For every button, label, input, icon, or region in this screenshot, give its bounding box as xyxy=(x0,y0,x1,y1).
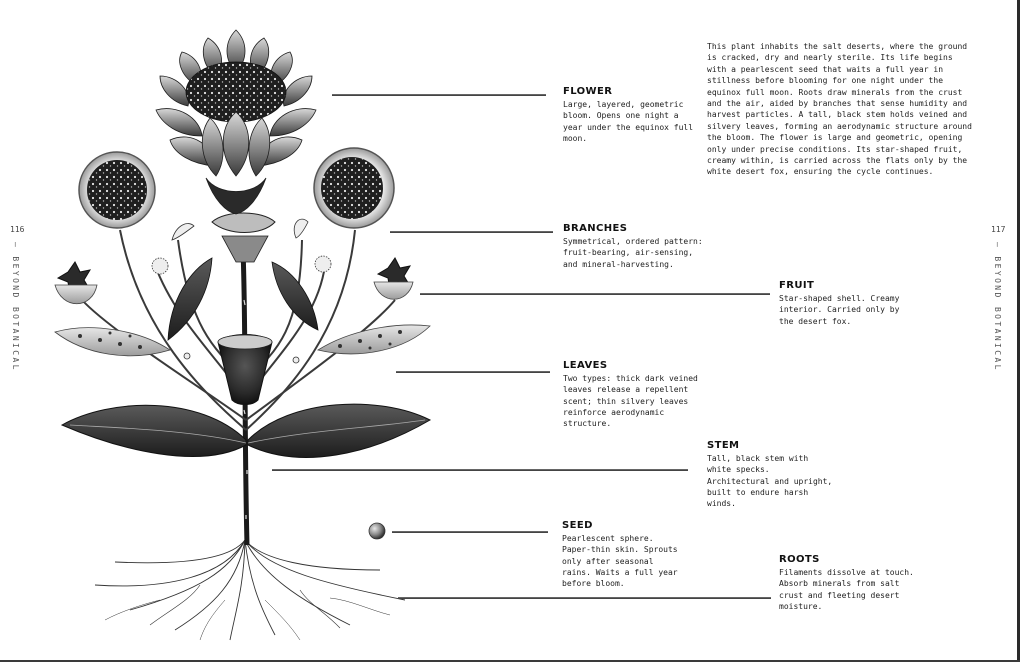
leaves-leader xyxy=(396,371,550,373)
flower-drawing xyxy=(156,30,316,214)
seed-title: SEED xyxy=(562,520,593,531)
roots-description: Filaments dissolve at touch. Absorb minerals from salt crust and fleeting desert moisture. xyxy=(779,568,914,611)
dark-leaf-right xyxy=(248,404,430,457)
leaves-title: LEAVES xyxy=(563,360,608,371)
running-head-left: — BEYOND BOTANICAL xyxy=(11,242,20,372)
stem-description: Tall, black stem with white specks. Architectural and upright, built to endure harsh winds. xyxy=(707,454,833,509)
roots-leader xyxy=(398,597,771,599)
flower-description: Large, layered, geometric bloom. Opens one night a year under the equinox full moon. xyxy=(563,100,694,143)
leaves-label xyxy=(563,360,698,429)
branches-leader xyxy=(390,231,553,233)
branches-label xyxy=(563,223,703,270)
branches-title: BRANCHES xyxy=(563,223,628,234)
fruit-pod-left xyxy=(79,152,155,228)
stem-leader xyxy=(272,469,688,471)
page-number-left: 116 xyxy=(10,225,25,234)
fruit-label xyxy=(779,280,904,327)
fruit-title: FRUIT xyxy=(779,280,815,291)
fruit-description: Star-shaped shell. Creamy interior. Carried only by the desert fox. xyxy=(779,294,900,326)
branches-description: Symmetrical, ordered pattern: fruit-bearing, air-sensing, and mineral-harvesting. xyxy=(563,237,703,269)
flower-label xyxy=(563,86,698,144)
star-fruit-right xyxy=(374,258,413,299)
leaves-description: Two types: thick dark veined leaves release a repellent scent; thin silvery leaves reinforce aerodynamic structure. xyxy=(563,374,698,429)
flower-leader xyxy=(332,94,546,96)
running-head-right: — BEYOND BOTANICAL xyxy=(993,242,1002,372)
dark-leaf-upper-right xyxy=(272,262,318,330)
page-number-right: 117 xyxy=(991,225,1006,234)
seed-description: Pearlescent sphere. Paper-thin skin. Sprouts only after seasonal rains. Waits a full year before bloom. xyxy=(562,534,678,589)
fruit-pod-right xyxy=(314,148,394,228)
seed-leader xyxy=(392,531,548,533)
stem-label xyxy=(707,440,837,509)
flower-title: FLOWER xyxy=(563,86,613,97)
silver-leaf-left xyxy=(55,328,170,356)
roots-drawing xyxy=(95,540,405,640)
intro-paragraph: This plant inhabits the salt deserts, where the ground is cracked, dry and nearly sterile. Its life begins with a pearlescent seed that waits a full year in stillness before blooming for one night under the equinox full moon. Roots draw minerals from the crust and the air, aided by branches that sense humidity and harvest particles. A tall, black stem holds veined and silvery leaves, forming an aerodynamic structure around the bloom. The flower is large and geometric, opening only under precise conditions. Its star-shaped fruit, creamy within, is carried across the flats only by the white desert fox, ensuring the cycle continues. xyxy=(707,42,972,177)
seed-drawing xyxy=(369,523,385,539)
fruit-leader xyxy=(420,293,770,295)
stem-title: STEM xyxy=(707,440,740,451)
roots-title: ROOTS xyxy=(779,554,820,565)
roots-label xyxy=(779,554,914,612)
seed-label xyxy=(562,520,687,589)
silver-leaf-right xyxy=(318,325,430,354)
star-fruit-left xyxy=(55,262,97,304)
dark-leaf-left xyxy=(62,405,246,456)
